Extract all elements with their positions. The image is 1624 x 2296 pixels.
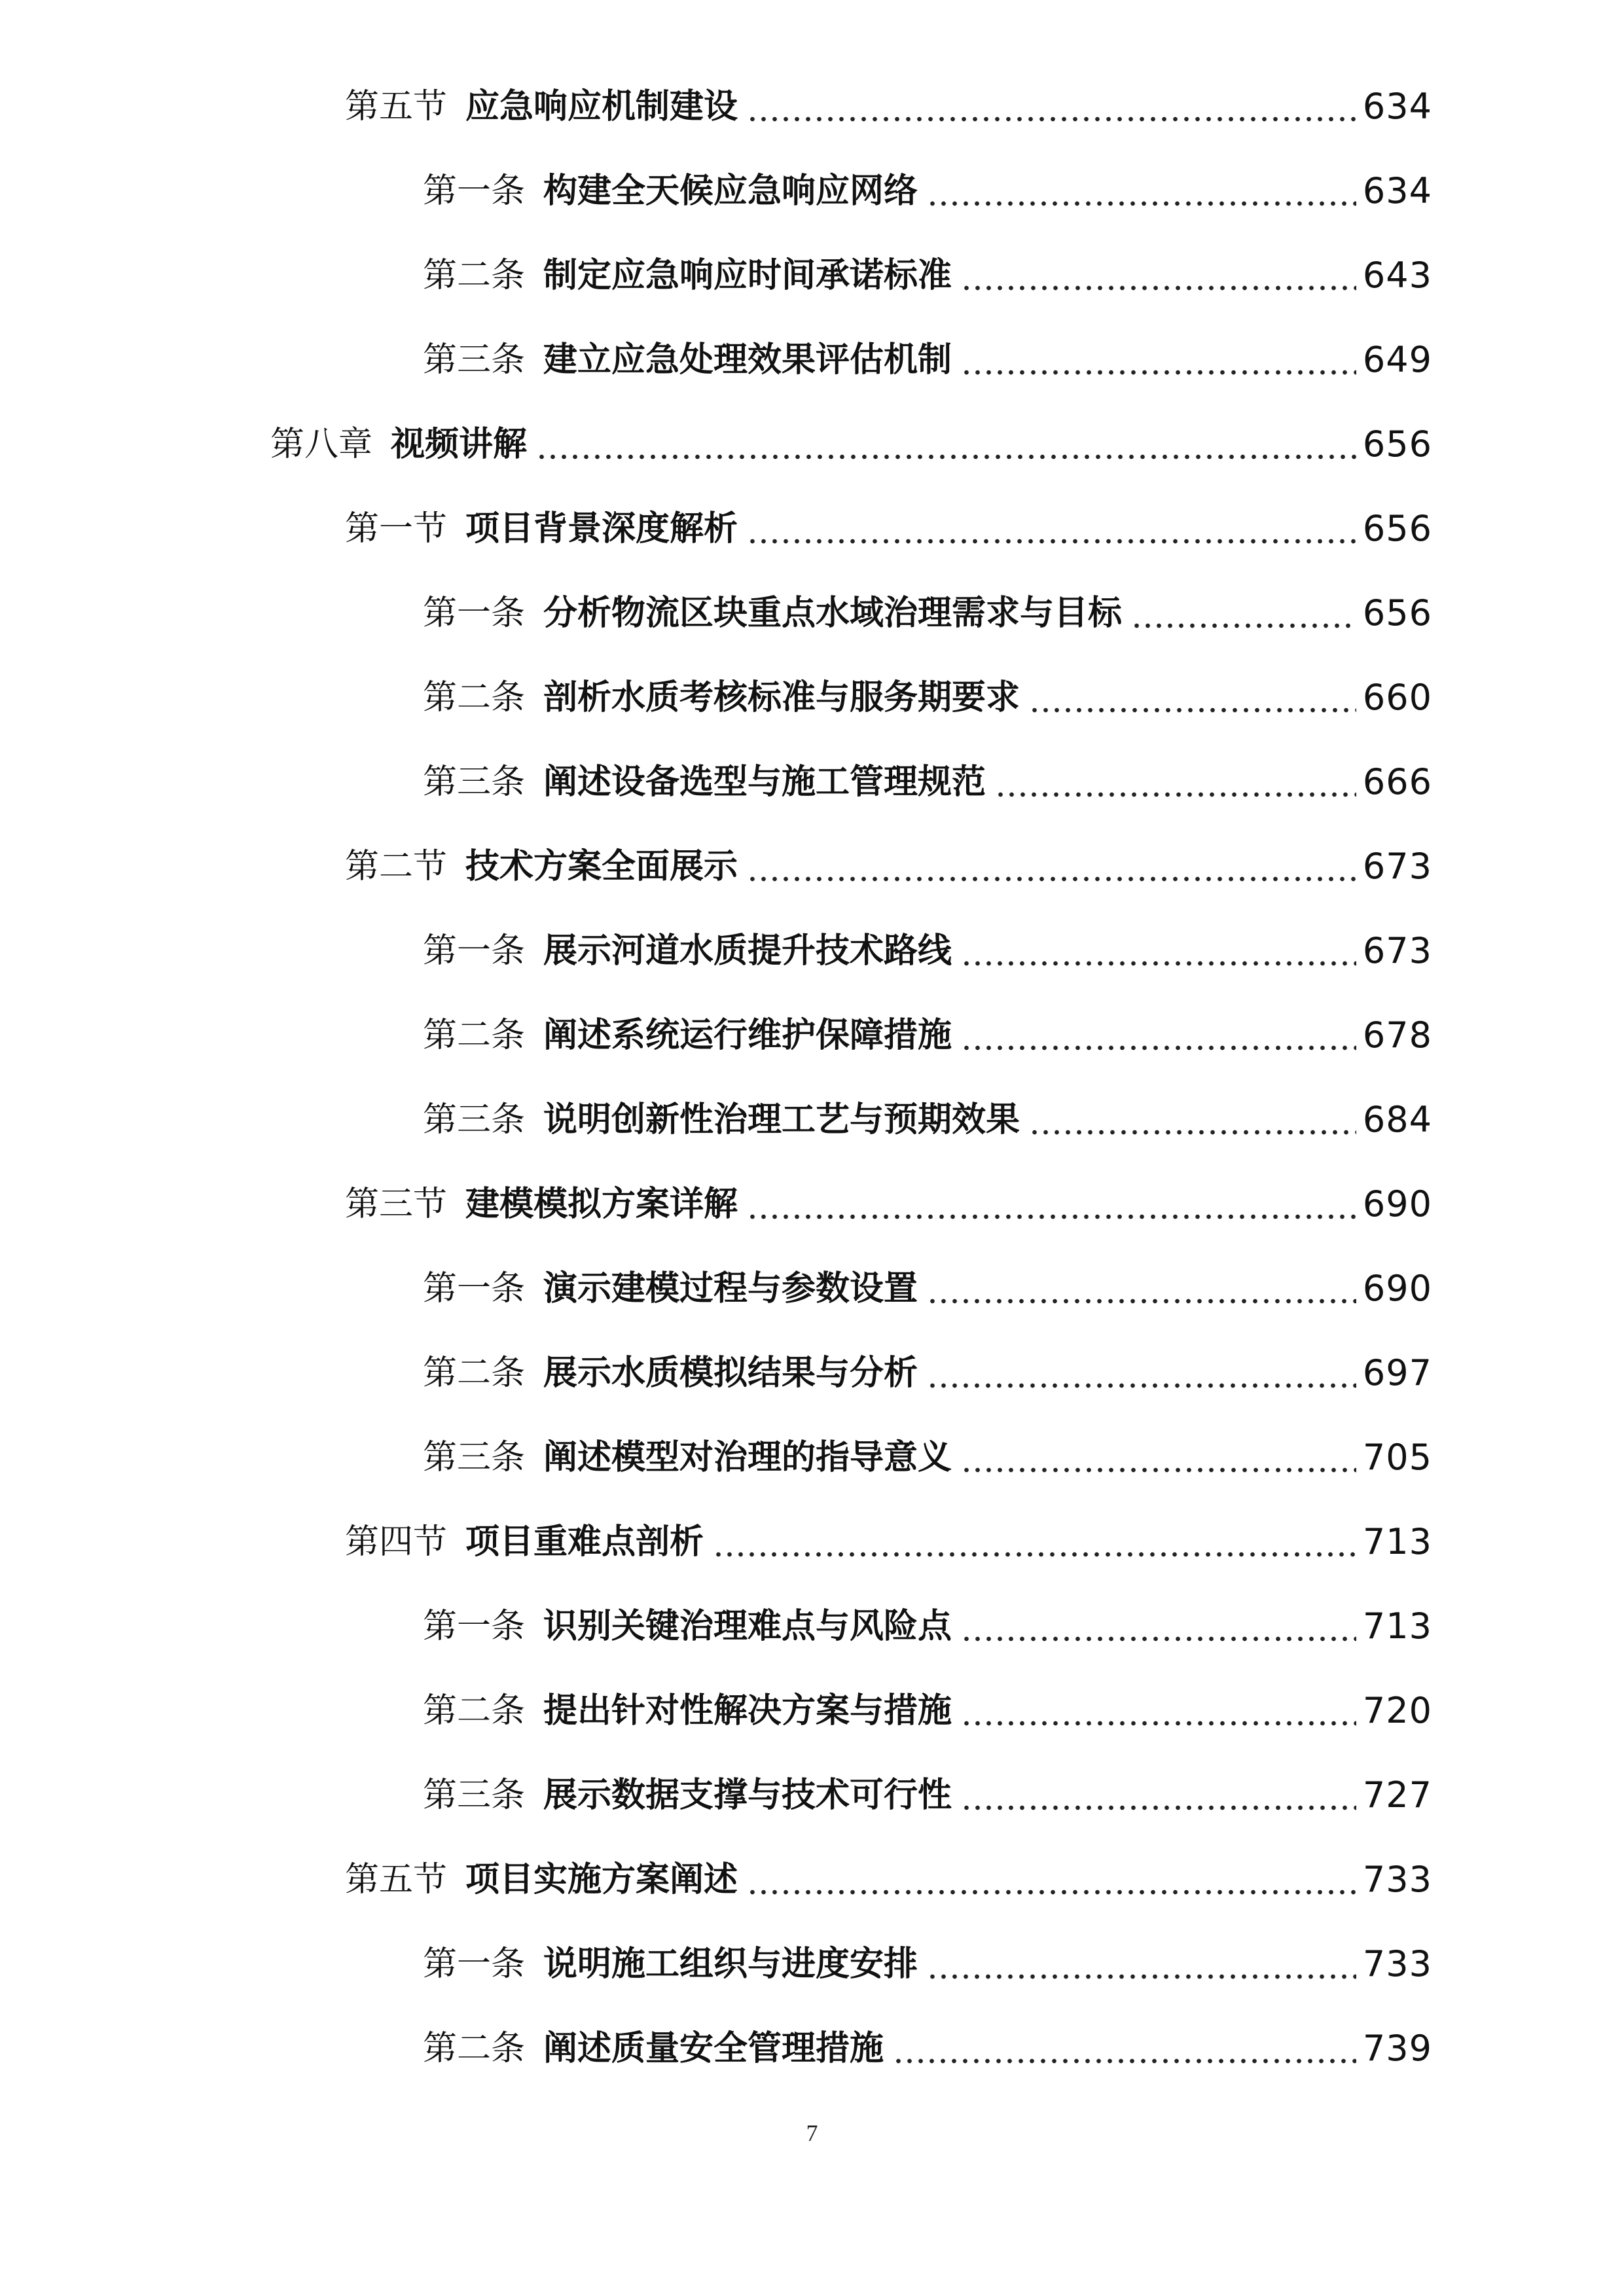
entry-title: 提出针对性解决方案与措施 bbox=[543, 1691, 952, 1731]
entry-label: 第五节 bbox=[345, 1860, 448, 1899]
entry-page-number: 673 bbox=[1362, 930, 1432, 971]
entry-label: 第一条 bbox=[423, 1607, 526, 1646]
entry-label: 第一条 bbox=[423, 171, 526, 211]
dot-leader bbox=[747, 90, 1356, 123]
entry-title: 项目实施方案阐述 bbox=[465, 1859, 738, 1899]
entry-page-number: 649 bbox=[1362, 339, 1432, 380]
toc-entry[interactable] bbox=[423, 922, 1432, 980]
entry-title: 说明创新性治理工艺与预期效果 bbox=[543, 1100, 1020, 1139]
dot-leader bbox=[961, 935, 1356, 967]
dot-leader bbox=[961, 1695, 1356, 1727]
entry-title: 阐述设备选型与施工管理规范 bbox=[543, 762, 986, 802]
entry-label: 第一条 bbox=[423, 1269, 526, 1308]
entry-page-number: 713 bbox=[1362, 1521, 1432, 1562]
toc-entry[interactable] bbox=[423, 1597, 1432, 1656]
entry-label: 第二节 bbox=[345, 847, 448, 886]
entry-page-number: 634 bbox=[1362, 86, 1432, 127]
entry-page-number: 727 bbox=[1362, 1774, 1432, 1816]
dot-leader bbox=[1029, 681, 1356, 714]
entry-title: 展示河道水质提升技术路线 bbox=[543, 931, 952, 971]
dot-leader bbox=[995, 766, 1356, 798]
toc-entry[interactable] bbox=[345, 837, 1432, 896]
dot-leader bbox=[747, 1188, 1356, 1221]
entry-label: 第四节 bbox=[345, 1522, 448, 1562]
dot-leader bbox=[961, 344, 1356, 376]
entry-label: 第一条 bbox=[423, 931, 526, 971]
dot-leader bbox=[961, 259, 1356, 292]
dot-leader bbox=[536, 428, 1356, 461]
entry-title: 说明施工组织与进度安排 bbox=[543, 1944, 918, 1984]
entry-label: 第一节 bbox=[345, 509, 448, 548]
entry-page-number: 720 bbox=[1362, 1690, 1432, 1731]
entry-page-number: 684 bbox=[1362, 1099, 1432, 1140]
dot-leader bbox=[713, 1526, 1356, 1558]
toc-entry[interactable] bbox=[423, 2019, 1432, 2078]
toc-entry[interactable] bbox=[423, 162, 1432, 221]
entry-title: 视频讲解 bbox=[391, 424, 528, 464]
toc-entry[interactable] bbox=[345, 1513, 1432, 1571]
toc-entry[interactable] bbox=[345, 77, 1432, 136]
entry-title: 阐述质量安全管理措施 bbox=[543, 2028, 884, 2068]
entry-page-number: 733 bbox=[1362, 1943, 1432, 1984]
entry-title: 阐述系统运行维护保障措施 bbox=[543, 1015, 952, 1055]
entry-label: 第二条 bbox=[423, 1354, 526, 1393]
toc-entry[interactable] bbox=[423, 1090, 1432, 1149]
entry-page-number: 660 bbox=[1362, 677, 1432, 718]
entry-label: 第三条 bbox=[423, 1438, 526, 1477]
dot-leader bbox=[927, 1357, 1356, 1390]
entry-page-number: 678 bbox=[1362, 1014, 1432, 1056]
toc-entry[interactable] bbox=[423, 1006, 1432, 1065]
entry-page-number: 705 bbox=[1362, 1437, 1432, 1478]
dot-leader bbox=[961, 1610, 1356, 1643]
toc-entry[interactable] bbox=[423, 1259, 1432, 1318]
toc-entry[interactable] bbox=[423, 753, 1432, 812]
entry-label: 第一条 bbox=[423, 594, 526, 633]
entry-page-number: 673 bbox=[1362, 846, 1432, 887]
toc-entry[interactable] bbox=[345, 499, 1432, 558]
entry-label: 第二条 bbox=[423, 1016, 526, 1055]
entry-page-number: 733 bbox=[1362, 1859, 1432, 1900]
entry-label: 第二条 bbox=[423, 256, 526, 295]
toc-entry[interactable] bbox=[423, 1935, 1432, 1994]
entry-label: 第五节 bbox=[345, 87, 448, 126]
entry-title: 剖析水质考核标准与服务期要求 bbox=[543, 677, 1020, 717]
entry-label: 第二条 bbox=[423, 1691, 526, 1731]
entry-page-number: 713 bbox=[1362, 1605, 1432, 1647]
entry-label: 第一条 bbox=[423, 1945, 526, 1984]
entry-page-number: 643 bbox=[1362, 255, 1432, 296]
entry-page-number: 666 bbox=[1362, 761, 1432, 802]
entry-title: 识别关键治理难点与风险点 bbox=[543, 1606, 952, 1646]
dot-leader bbox=[1131, 597, 1356, 630]
entry-page-number: 690 bbox=[1362, 1183, 1432, 1225]
toc-entry[interactable] bbox=[423, 1766, 1432, 1825]
entry-title: 阐述模型对治理的指导意义 bbox=[543, 1437, 952, 1477]
toc-entry[interactable] bbox=[423, 668, 1432, 727]
dot-leader bbox=[961, 1779, 1356, 1812]
dot-leader bbox=[961, 1441, 1356, 1474]
dot-leader bbox=[893, 2032, 1356, 2065]
entry-page-number: 656 bbox=[1362, 508, 1432, 549]
dot-leader bbox=[927, 1948, 1356, 1981]
entry-title: 展示水质模拟结果与分析 bbox=[543, 1353, 918, 1393]
dot-leader bbox=[747, 512, 1356, 545]
entry-label: 第二条 bbox=[423, 2029, 526, 2068]
toc-entry[interactable] bbox=[423, 1428, 1432, 1487]
entry-title: 构建全天候应急响应网络 bbox=[543, 171, 918, 211]
entry-label: 第三条 bbox=[423, 1776, 526, 1815]
entry-label: 第三条 bbox=[423, 1100, 526, 1139]
entry-page-number: 656 bbox=[1362, 423, 1432, 465]
dot-leader bbox=[961, 1019, 1356, 1052]
entry-title: 项目重难点剖析 bbox=[465, 1522, 704, 1562]
entry-title: 应急响应机制建设 bbox=[465, 86, 738, 126]
entry-title: 展示数据支撑与技术可行性 bbox=[543, 1775, 952, 1815]
entry-label: 第八章 bbox=[270, 425, 373, 464]
entry-label: 第三条 bbox=[423, 340, 526, 380]
entry-title: 分析物流区块重点水域治理需求与目标 bbox=[543, 593, 1123, 633]
entry-label: 第三条 bbox=[423, 762, 526, 802]
entry-label: 第三节 bbox=[345, 1185, 448, 1224]
toc-entry[interactable] bbox=[423, 246, 1432, 305]
toc-entry[interactable] bbox=[270, 415, 1432, 474]
entry-title: 建模模拟方案详解 bbox=[465, 1184, 738, 1224]
dot-leader bbox=[1029, 1103, 1356, 1136]
dot-leader bbox=[747, 850, 1356, 883]
entry-page-number: 634 bbox=[1362, 170, 1432, 211]
entry-title: 建立应急处理效果评估机制 bbox=[543, 340, 952, 380]
dot-leader bbox=[927, 1272, 1356, 1305]
dot-leader bbox=[927, 175, 1356, 207]
toc-entry[interactable] bbox=[345, 1850, 1432, 1909]
entry-page-number: 739 bbox=[1362, 2028, 1432, 2069]
entry-title: 技术方案全面展示 bbox=[465, 846, 738, 886]
toc-entry[interactable] bbox=[423, 1344, 1432, 1403]
toc-entry[interactable] bbox=[423, 1681, 1432, 1740]
entry-page-number: 656 bbox=[1362, 592, 1432, 634]
page-footer-number: 7 bbox=[806, 2120, 818, 2146]
entry-title: 制定应急响应时间承诺标准 bbox=[543, 255, 952, 295]
entry-label: 第二条 bbox=[423, 678, 526, 717]
entry-page-number: 697 bbox=[1362, 1352, 1432, 1393]
entry-title: 演示建模过程与参数设置 bbox=[543, 1268, 918, 1308]
toc-entry[interactable] bbox=[345, 1175, 1432, 1234]
entry-page-number: 690 bbox=[1362, 1268, 1432, 1309]
entry-title: 项目背景深度解析 bbox=[465, 509, 738, 548]
toc-entry[interactable] bbox=[423, 584, 1432, 643]
dot-leader bbox=[747, 1863, 1356, 1896]
toc-entry[interactable] bbox=[423, 331, 1432, 389]
